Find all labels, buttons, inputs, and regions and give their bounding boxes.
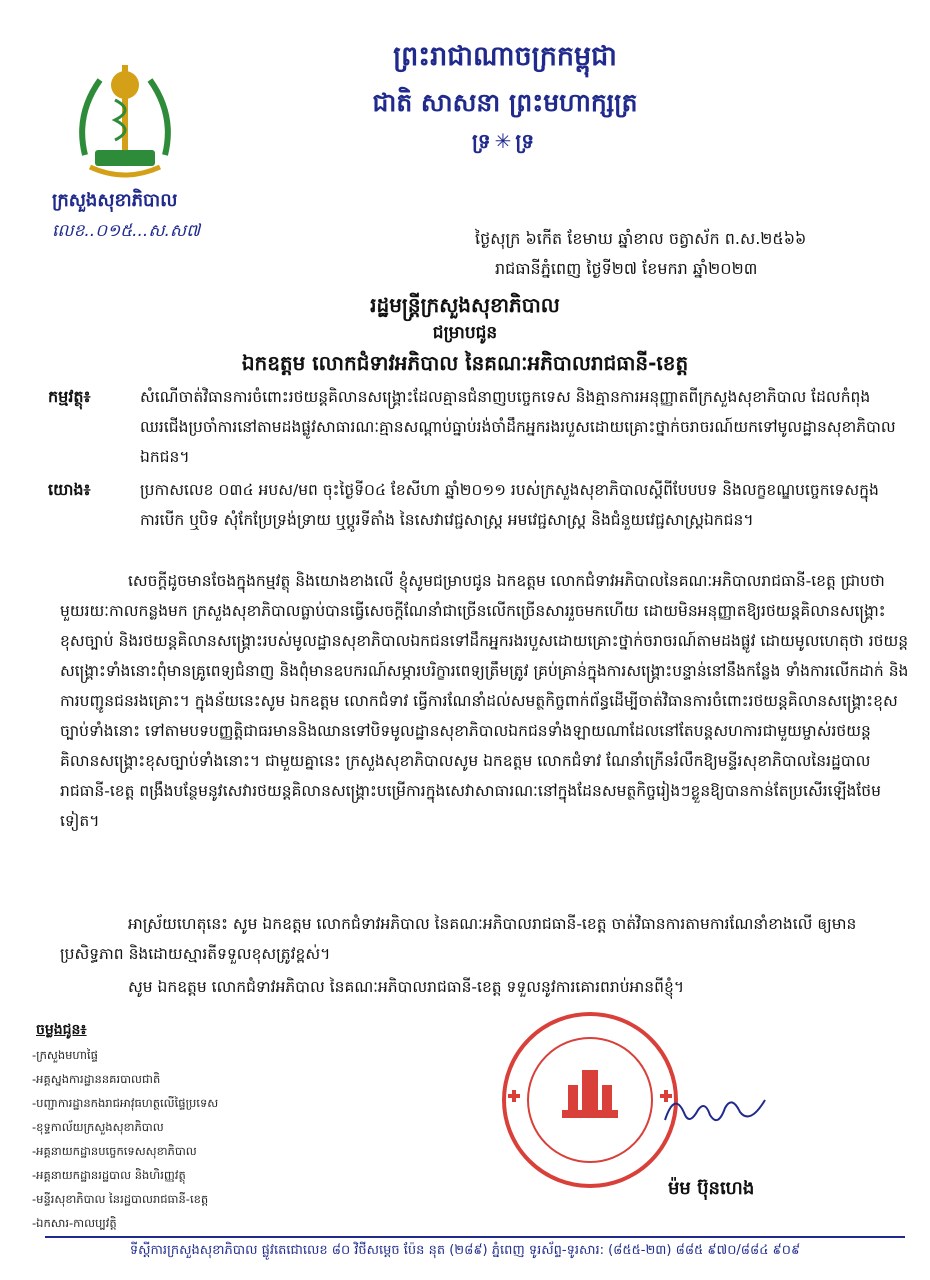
subject-text: សំណើចាត់វិធានការចំពោះរថយន្តគិលានសង្គ្រោះដែលគ្មានជំនាញបច្ចេកទេស និងគ្មានការអនុញ្ញាតពីក្រសួងសុខាភិបាល ដែលកំពុងឈរជើងប្រចាំការនៅតាមដងផ្លូវសាធារណៈគ្មានសណ្តាប់ធ្នាប់រង់ចាំដឹកអ្នករងរបួសដោយគ្រោះថ្នាក់ចរាចរណ៍យកទៅមូលដ្ឋានសុខាភិបាលឯកជន។ bbox=[140, 388, 896, 466]
ornament-divider: ទ្រ✳ទ្រ bbox=[471, 129, 539, 153]
cc-title: ចម្លងជូន៖ bbox=[36, 1022, 87, 1038]
salutation: ជម្រាបជូន bbox=[432, 323, 498, 343]
body-paragraph-2: អាស្រ័យហេតុនេះ សូម ឯកឧត្តម លោកជំទាវអភិបាល នៃគណៈអភិបាលរាជធានី-ខេត្ត ចាត់វិធានការតាមការណែនាំខាងលើ ឲ្យមានប្រសិទ្ធភាព និងដោយស្មារតីទទួលខុសត្រូវខ្ពស់។ bbox=[60, 915, 857, 963]
reference-label: យោង៖ bbox=[48, 480, 91, 499]
cc-item: -អគ្គស្នងការដ្ឋាននគរបាលជាតិ bbox=[32, 1072, 161, 1086]
subject-label: កម្មវត្ថុ៖ bbox=[48, 387, 91, 406]
ministry-name: ក្រសួងសុខាភិបាល bbox=[52, 190, 178, 211]
cc-item: -អគ្គនាយកដ្ឋានបច្ចេកទេសសុខាភិបាល bbox=[32, 1144, 197, 1158]
cc-item: -ខុទ្ទកាល័យក្រសួងសុខាភិបាល bbox=[32, 1120, 164, 1134]
gregorian-date: រាជធានីភ្នំពេញ ថ្ងៃទី២៧ ខែមករា ឆ្នាំ២០២៣ bbox=[495, 259, 758, 278]
sender-title: រដ្ឋមន្ត្រីក្រសួងសុខាភិបាល bbox=[370, 293, 560, 317]
reference-number: លេខ..០១៥...ស.ស៧ bbox=[52, 221, 201, 241]
cc-item: -អគ្គនាយកដ្ឋានរដ្ឋបាល និងហិរញ្ញវត្ថុ bbox=[32, 1168, 186, 1182]
official-seal bbox=[500, 1010, 680, 1190]
kingdom-motto: ជាតិ សាសនា ព្រះមហាក្សត្រ bbox=[372, 88, 638, 117]
recipient-title: ឯកឧត្តម លោកជំទាវអភិបាល នៃគណៈអភិបាលរាជធានី-ខេត្ត bbox=[241, 351, 689, 375]
lunar-date: ថ្ងៃសុក្រ ៦កើត ខែមាឃ ឆ្នាំខាល ចត្វាស័ក ព.ស.២៥៦៦ bbox=[475, 229, 807, 248]
cc-item: -ក្រសួងមហាផ្ទៃ bbox=[32, 1048, 98, 1062]
cc-item: -បញ្ជាការដ្ឋានកងរាជអាវុធហត្ថលើផ្ទៃប្រទេស bbox=[32, 1096, 219, 1110]
signatory-name: ម៉ម ប៊ុនហេង bbox=[668, 1178, 755, 1199]
reference-text: ប្រកាសលេខ ០៣៤ អបស/មព ចុះថ្ងៃទី០៤ ខែសីហា ឆ្នាំ២០១១ របស់ក្រសួងសុខាភិបាលស្តីពីបែបបទ និងលក្ខខណ្ឌបច្ចេកទេសក្នុងការបើក ឬបិទ សុំកែប្រែទ្រង់ទ្រាយ ឬប្តូរទីតាំង នៃសេវាវេជ្ជសាស្ត្រ អមវេជ្ជសាស្ត្រ និងជំនួយវេជ្ជសាស្ត្រឯកជន។ bbox=[140, 481, 879, 529]
cc-item: -មន្ទីរសុខាភិបាល នៃរដ្ឋបាលរាជធានី-ខេត្ត bbox=[32, 1192, 209, 1206]
footer-address: ទីស្តីការក្រសួងសុខាភិបាល ផ្លូវតេជោលេខ ៨០ វិថីសម្តេច ប៉ែន នុត (២៨៩) ភ្នំពេញ ទូរស័ព្ទ-ទូរសារ: (៨៥៥-២៣) ៨៨៥ ៩៧០/៨៨៤ ៩០៩ bbox=[129, 1243, 801, 1258]
cc-item: -ឯកសារ-កាលប្បវត្តិ bbox=[32, 1216, 117, 1230]
kingdom-title: ព្រះរាជាណាចក្រកម្ពុជា bbox=[393, 41, 617, 72]
body-paragraph-1: សេចក្តីដូចមានចែងក្នុងកម្មវត្ថុ និងយោងខាងលើ ខ្ញុំសូមជម្រាបជូន ឯកឧត្តម លោកជំទាវអភិបាលនៃគណៈអភិបាលរាជធានី-ខេត្ត ជ្រាបថា មួយរយៈកាលកន្លងមក ក្រសួងសុខាភិបាលធ្លាប់បានធ្វើសេចក្តីណែនាំជាច្រើនលើកច្រើនសាររួចមកហើយ ដោយមិនអនុញ្ញាតឱ្យរថយន្តគិលានសង្គ្រោះខុសច្បាប់ និងរថយន្តគិលានសង្គ្រោះរបស់មូលដ្ឋានសុខាភិបាលឯកជនទៅដឹកអ្នករងរបួសដោយគ្រោះថ្នាក់ចរាចរណ៍តាមដងផ្លូវ ដោយមូលហេតុថា រថយន្តសង្គ្រោះទាំងនោះពុំមានគ្រូពេទ្យជំនាញ និងពុំមានឧបករណ៍សម្ភារបរិក្ខារពេទ្យត្រឹមត្រូវ គ្រប់គ្រាន់ក្នុងការសង្គ្រោះបន្ទាន់នៅនឹងកន្លែង ទាំងការលើកដាក់ និងការបញ្ជូនជនរងគ្រោះ។ ក្នុងន័យនេះសូម ឯកឧត្តម លោកជំទាវ ធ្វើការណែនាំដល់សមត្ថកិច្ចពាក់ព័ន្ធដើម្បីចាត់វិធានការចំពោះរថយន្តគិលានសង្គ្រោះខុសច្បាប់ទាំងនោះ ទៅតាមបទបញ្ញត្តិជាធរមាននិងឈានទៅបិទមូលដ្ឋានសុខាភិបាលឯកជនទាំងឡាយណាដែលនៅតែបន្តសហការជាមួយម្ចាស់រថយន្តគិលានសង្គ្រោះខុសច្បាប់ទាំងនោះ។ ជាមួយគ្នានេះ ក្រសួងសុខាភិបាលសូម ឯកឧត្តម លោកជំទាវ ណែនាំក្រើនរំលឹកឱ្យមន្ទីរសុខាភិបាលនៃរដ្ឋបាលរាជធានី-ខេត្ត ពង្រឹងបន្ថែមនូវសេវារថយន្តគិលានសង្គ្រោះបម្រើការក្នុងសេវាសាធារណៈនៅក្នុងដែនសមត្ថកិច្ចរៀងៗខ្លួនឱ្យបានកាន់តែប្រសើរឡើងថែមទៀត។ bbox=[60, 572, 909, 830]
signature-mark bbox=[660, 1080, 770, 1140]
closing-paragraph: សូម ឯកឧត្តម លោកជំទាវអភិបាល នៃគណៈអភិបាលរាជធានី-ខេត្ត ទទួលនូវការគោរពរាប់អានពីខ្ញុំ។ bbox=[128, 978, 685, 996]
footer-divider bbox=[45, 1236, 905, 1238]
